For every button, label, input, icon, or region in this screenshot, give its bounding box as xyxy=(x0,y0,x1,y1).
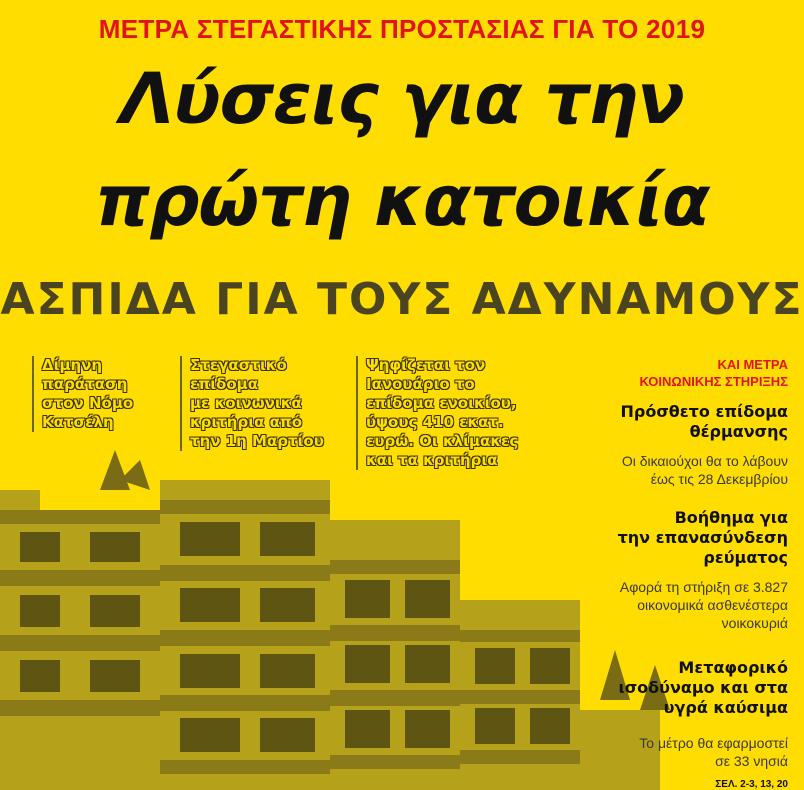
column-housing-allowance xyxy=(180,356,350,451)
column-katseli-text: Δίμηνη παράταση στον Νόμο Κατσέλη xyxy=(42,356,134,431)
sidebar-item-body: Το μέτρο θα εφαρμοστεί σε 33 νησιά xyxy=(639,735,788,769)
column-katseli-law xyxy=(32,356,162,432)
column-rent-allowance xyxy=(356,356,566,470)
subheadline: ΑΣΠΙΔΑ ΓΙΑ ΤΟΥΣ ΑΔΥΝΑΜΟΥΣ xyxy=(0,274,804,325)
sidebar-item-title: Βοήθημα για την επανασύνδεση ρεύματος xyxy=(617,508,788,567)
sidebar-item-title: Μεταφορικό ισοδύναμο και στα υγρά καύσιμα xyxy=(618,658,788,717)
sidebar-item-body: Αφορά τη στήριξη σε 3.827 οικονομικά ασθενέστερα νοικοκυριά xyxy=(619,579,788,631)
sidebar-kicker-wrap xyxy=(560,356,788,390)
sidebar-item-title: Πρόσθετο επίδομα θέρμανσης xyxy=(620,402,788,441)
kicker: ΜΕΤΡΑ ΣΤΕΓΑΣΤΙΚΗΣ ΠΡΟΣΤΑΣΙΑΣ ΓΙΑ ΤΟ 2019 xyxy=(98,14,706,44)
column-rent-text: Ψηφίζεται τον Ιανουάριο το επίδομα ενοικίου, ύψους 410 εκατ. ευρώ. Οι κλίμακες και τα κριτήρια xyxy=(366,356,519,469)
building-photo xyxy=(0,450,700,790)
sidebar-item-body: Οι δικαιούχοι θα το λάβουν έως τις 28 Δεκεμβρίου xyxy=(621,453,788,487)
headline-line-1: Λύσεις για την xyxy=(120,58,684,140)
headline-line-2: πρώτη κατοικία xyxy=(94,160,710,242)
column-housing-text: Στεγαστικό επίδομα με κοινωνικά κριτήρια από την 1η Μαρτίου xyxy=(190,356,324,450)
sidebar-kicker: ΚΑΙ ΜΕΤΡΑ ΚΟΙΝΩΝΙΚΗΣ ΣΤΗΡΙΞΗΣ xyxy=(639,357,788,389)
page-reference: ΣΕΛ. 2-3, 13, 20 xyxy=(715,779,788,790)
